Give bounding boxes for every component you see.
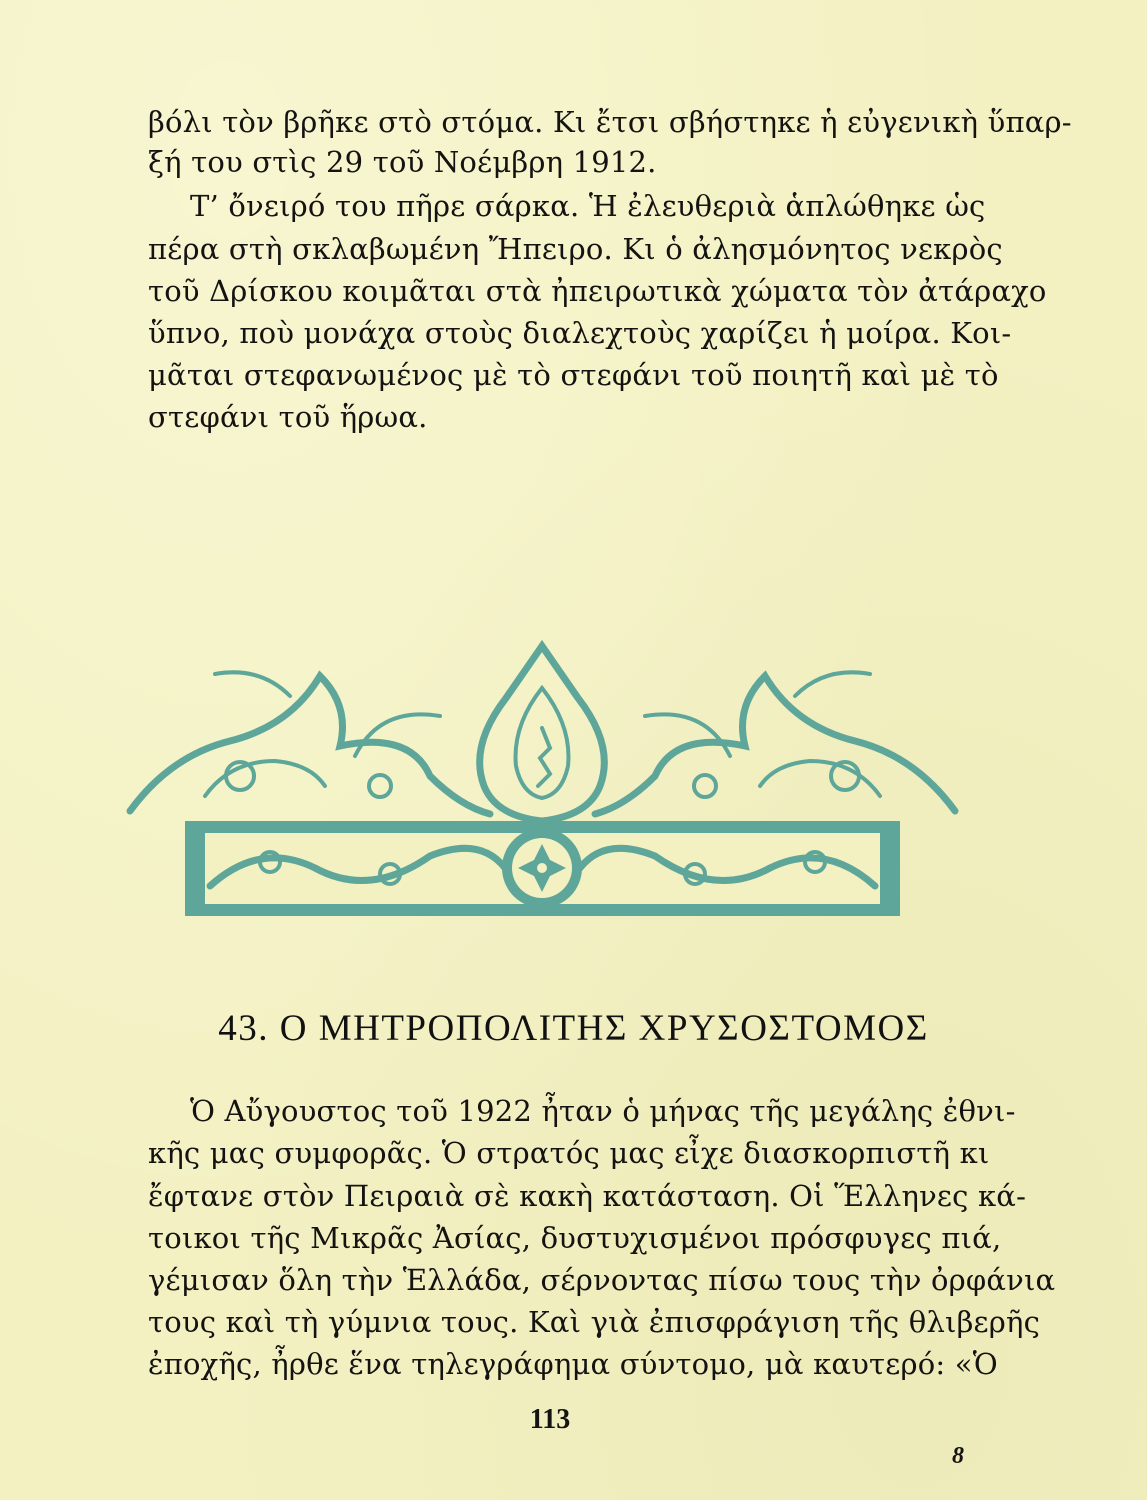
text-line: Τ’ ὄνειρό του πῆρε σάρκα. Ἡ ἐλευθεριὰ ἁπλώθηκε ὡς (190, 189, 986, 223)
text-line: βόλι τὸν βρῆκε στὸ στόμα. Κι ἔτσι σβήστηκε ἡ εὐγενικὴ ὕπαρ- (148, 105, 1072, 139)
text-line: μᾶται στεφανωμένος μὲ τὸ στεφάνι τοῦ ποιητῆ καὶ μὲ τὸ (148, 358, 999, 392)
text-line: κῆς μας συμφορᾶς. Ὁ στρατός μας εἶχε διασκορπιστῆ κι (148, 1136, 990, 1170)
signature-mark: 8 (952, 1443, 964, 1469)
text-line: πέρα στὴ σκλαβωμένη Ἤπειρο. Κι ὁ ἀλησμόνητος νεκρὸς (148, 232, 1003, 266)
text-line: τους καὶ τὴ γύμνια τους. Καὶ γιὰ ἐπισφράγιση τῆς θλιβερῆς (148, 1305, 1041, 1339)
decorative-headpiece (110, 636, 975, 966)
text-line: ἔφτανε στὸν Πειραιὰ σὲ κακὴ κατάσταση. Οἱ Ἕλληνες κά- (148, 1179, 1027, 1213)
text-line: τοῦ Δρίσκου κοιμᾶται στὰ ἠπειρωτικὰ χώματα τὸν ἀτάραχο (148, 274, 1047, 308)
text-line: στεφάνι τοῦ ἥρωα. (148, 400, 428, 434)
chapter-heading: 43. Ο ΜΗΤΡΟΠΟΛΙΤΗΣ ΧΡΥΣΟΣΤΟΜΟΣ (218, 1008, 929, 1049)
text-line: τοικοι τῆς Μικρᾶς Ἀσίας, δυστυχισμένοι πρόσφυγες πιά, (148, 1221, 1002, 1255)
text-line: Ὁ Αὔγουστος τοῦ 1922 ἦταν ὁ μήνας τῆς μεγάλης ἐθνι- (190, 1094, 1016, 1128)
text-line: ὕπνο, ποὺ μονάχα στοὺς διαλεχτοὺς χαρίζει ἡ μοίρα. Κοι- (148, 316, 1012, 350)
page-number: 113 (529, 1404, 571, 1435)
text-line: ξή του στὶς 29 τοῦ Νοέμβρη 1912. (148, 145, 657, 179)
text-line: ἐποχῆς, ἦρθε ἕνα τηλεγράφημα σύντομο, μὰ καυτερό: «Ὁ (148, 1347, 998, 1381)
text-line: γέμισαν ὅλη τὴν Ἑλλάδα, σέρνοντας πίσω τους τὴν ὀρφάνια (148, 1263, 1056, 1297)
